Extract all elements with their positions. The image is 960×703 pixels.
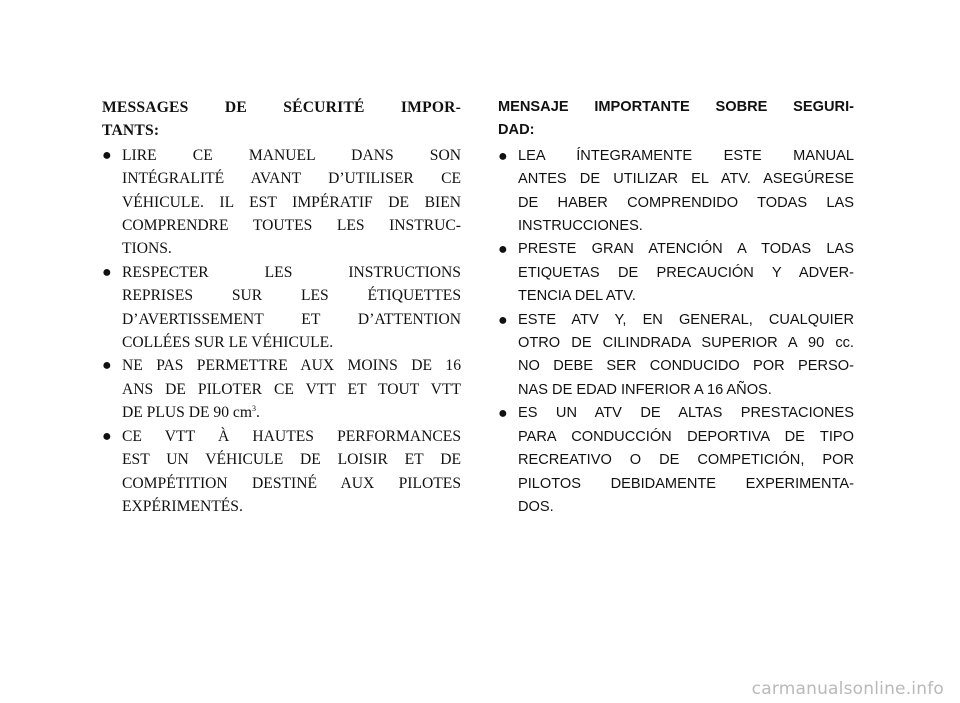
list-item: ● CE VTT À HAUTES PERFORMANCES EST UN VÉHICULE DE LOISIR ET DE COMPÉTITION DESTINÉ AUX PILOTES EXPÉRIMENTÉS.	[102, 425, 461, 519]
french-column	[102, 96, 461, 518]
spanish-column	[498, 96, 854, 519]
bullet-icon: ●	[498, 241, 508, 259]
list-item: ● LEA ÍNTEGRAMENTE ESTE MANUAL ANTES DE UTILIZAR EL ATV. ASEGÚRESE DE HABER COMPRENDIDO TODAS LAS INSTRUCCIONES.	[498, 145, 854, 239]
list-item: ● ESTE ATV Y, EN GENERAL, CUALQUIER OTRO DE CILINDRADA SUPERIOR A 90 cc. NO DEBE SER CONDUCIDO POR PERSO- NAS DE EDAD INFERIOR A 16 AÑOS.	[498, 309, 854, 403]
bullet-icon: ●	[102, 146, 112, 164]
bullet-icon: ●	[498, 147, 508, 165]
list-item: ● PRESTE GRAN ATENCIÓN A TODAS LAS ETIQUETAS DE PRECAUCIÓN Y ADVER- TENCIA DEL ATV.	[498, 238, 854, 308]
bullet-icon: ●	[102, 263, 112, 281]
bullet-icon: ●	[498, 405, 508, 423]
superscript-cubed: 3	[251, 404, 256, 414]
french-safety-list	[102, 144, 461, 519]
spanish-safety-list	[498, 145, 854, 520]
bullet-icon: ●	[102, 427, 112, 445]
bullet-icon: ●	[498, 311, 508, 329]
list-item: ● LIRE CE MANUEL DANS SON INTÉGRALITÉ AVANT D’UTILISER CE VÉHICULE. IL EST IMPÉRATIF DE BIEN COMPRENDRE TOUTES LES INSTRUC- TIONS.	[102, 144, 461, 261]
french-heading: MESSAGES DE SÉCURITÉ IMPOR- TANTS:	[102, 99, 461, 140]
bullet-icon: ●	[102, 357, 112, 375]
list-item: ● ES UN ATV DE ALTAS PRESTACIONES PARA CONDUCCIÓN DEPORTIVA DE TIPO RECREATIVO O DE COMPETICIÓN, POR PILOTOS DEBIDAMENTE EXPERIMENTA- DOS.	[498, 402, 854, 519]
list-item: ● NE PAS PERMETTRE AUX MOINS DE 16 ANS DE PILOTER CE VTT ET TOUT VTT DE PLUS DE 90 $cm^3$.	[102, 354, 461, 424]
displacement-line: DE PLUS DE 90 $cm^3$.	[122, 404, 260, 422]
watermark-text: carmanualsonline.info	[751, 679, 944, 699]
spanish-heading: MENSAJE IMPORTANTE SOBRE SEGURI- DAD:	[498, 99, 854, 139]
list-item: ● RESPECTER LES INSTRUCTIONS REPRISES SUR LES ÉTIQUETTES D’AVERTISSEMENT ET D’ATTENTION COLLÉES SUR LE VÉHICULE.	[102, 261, 461, 355]
